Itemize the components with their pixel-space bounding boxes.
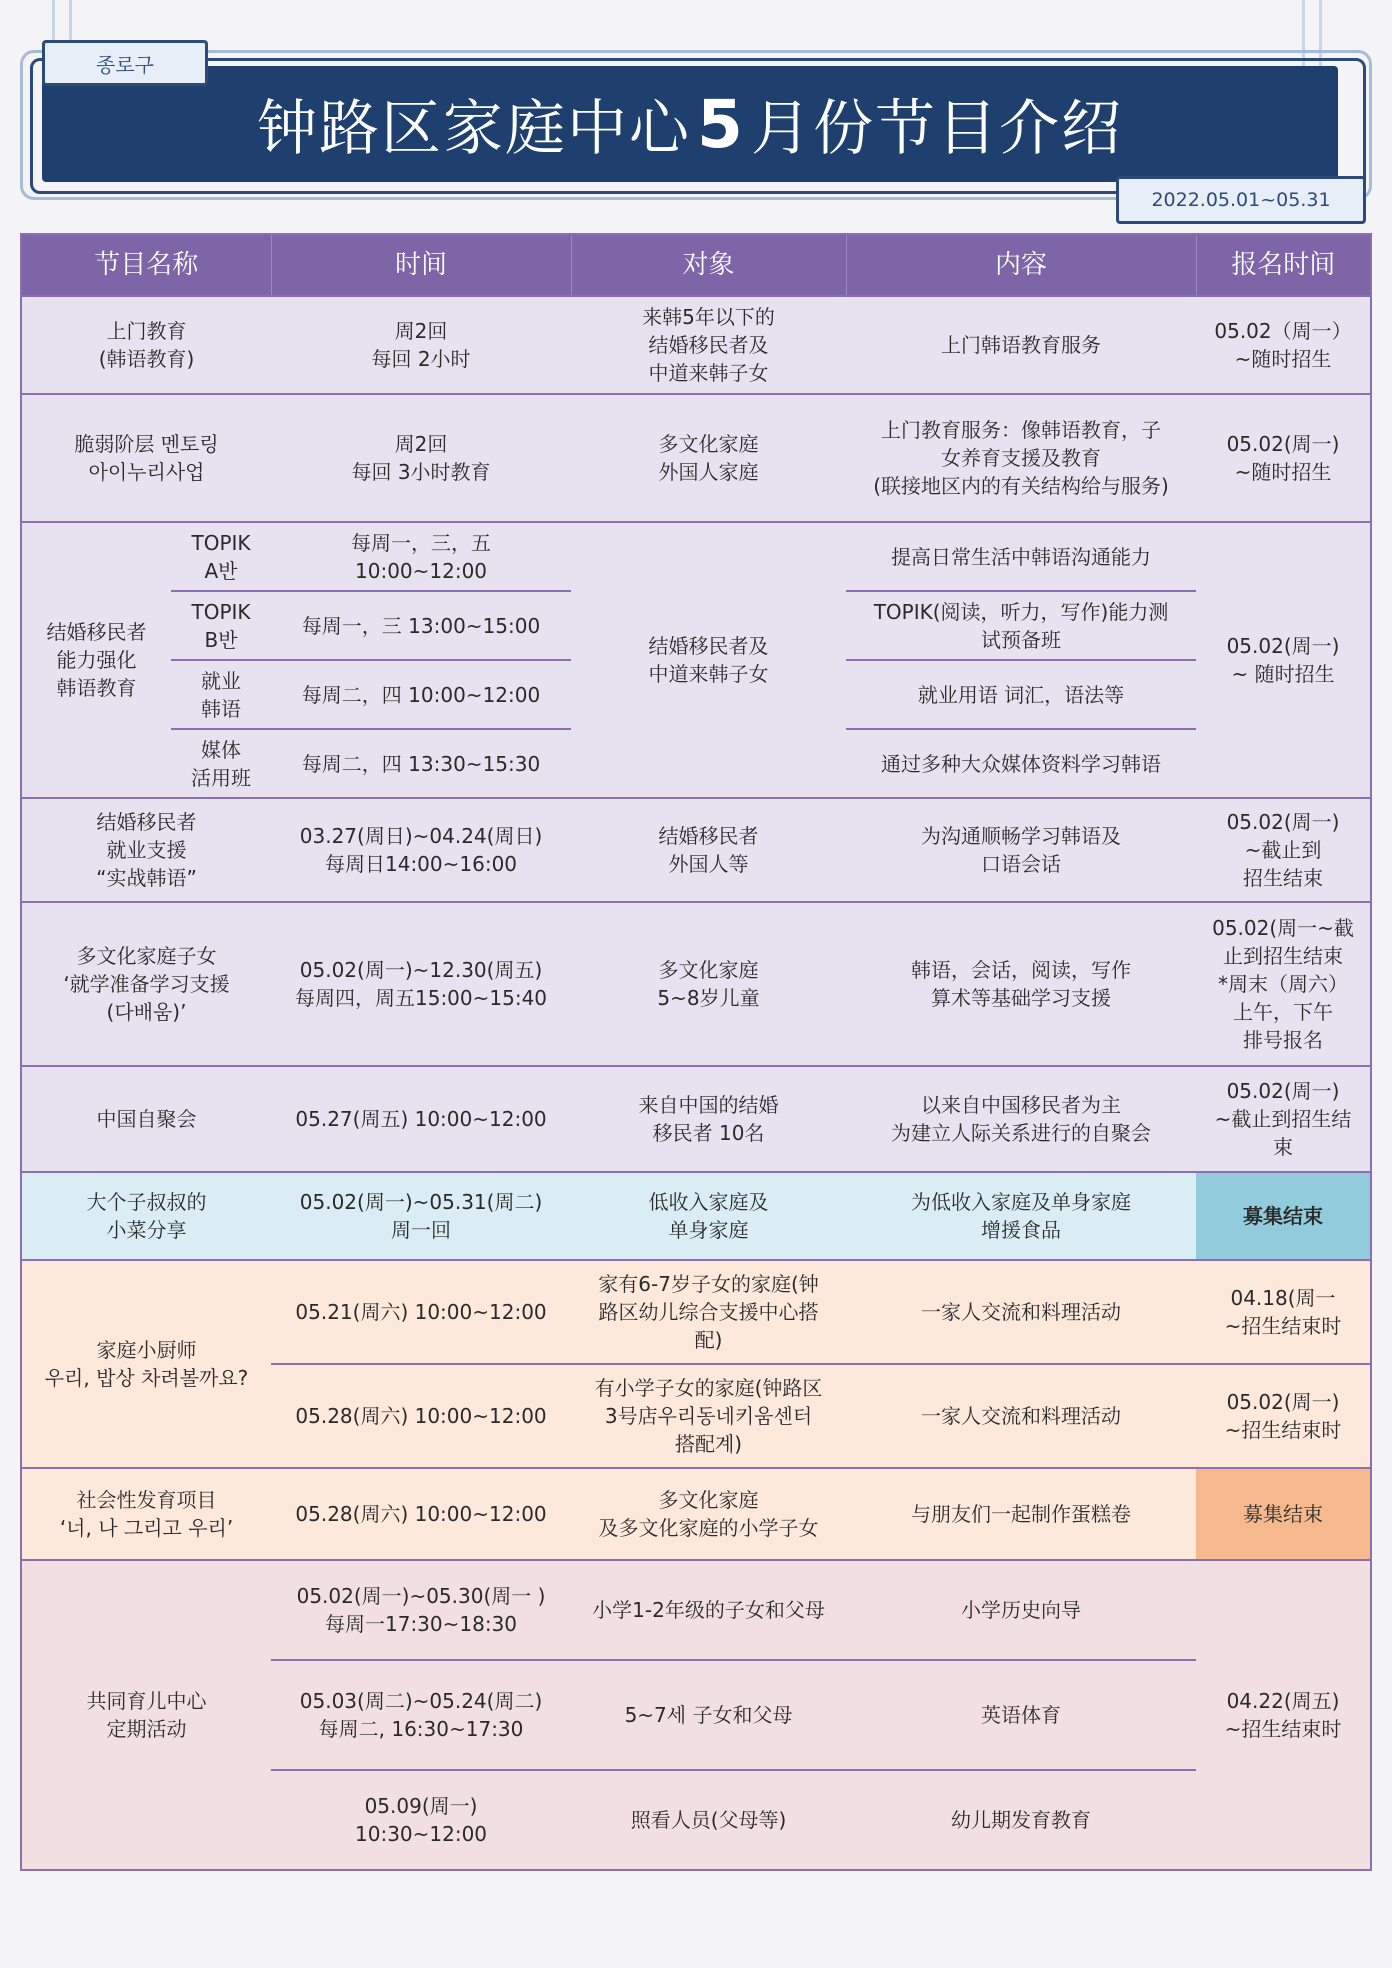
program-content: 一家人交流和料理活动 xyxy=(846,1364,1196,1468)
table-row xyxy=(21,522,1371,591)
header-time: 时间 xyxy=(271,234,571,296)
program-target: 小学1-2年级的子女和父母 xyxy=(571,1560,846,1660)
program-signup: 05.02（周一） ~随时招生 xyxy=(1196,296,1371,394)
program-signup: 05.02(周一~截 止到招生结束 *周末（周六） 上午，下午 排号报名 xyxy=(1196,902,1371,1066)
table-row xyxy=(21,902,1371,1066)
program-target: 来自中国的结婚 移民者 10名 xyxy=(571,1066,846,1172)
program-content: 以来自中国移民者为主 为建立人际关系进行的自聚会 xyxy=(846,1066,1196,1172)
program-time: 每周一，三，五 10:00~12:00 xyxy=(271,522,571,591)
header-content: 内容 xyxy=(846,234,1196,296)
program-signup: 05.02(周一) ~截止到招生结 束 xyxy=(1196,1066,1371,1172)
title-month-number: 5 xyxy=(697,85,745,163)
date-range-label: 2022.05.01~05.31 xyxy=(1151,189,1331,211)
program-content: 提高日常生活中韩语沟通能力 xyxy=(846,522,1196,591)
status-badge: 募集结束 xyxy=(1196,1468,1371,1560)
table-row xyxy=(21,394,1371,522)
program-name: 社会性发育项目 ‘너, 나 그리고 우리’ xyxy=(21,1468,271,1560)
program-time: 每周一，三 13:00~15:00 xyxy=(271,591,571,660)
program-target: 结婚移民者及 中道来韩子女 xyxy=(571,522,846,798)
program-target: 5~7세 子女和父母 xyxy=(571,1660,846,1770)
table-row xyxy=(21,1468,1371,1560)
program-target: 低收入家庭及 单身家庭 xyxy=(571,1172,846,1260)
program-content: 韩语，会话，阅读，写作 算术等基础学习支援 xyxy=(846,902,1196,1066)
program-target: 照看人员(父母等) xyxy=(571,1770,846,1870)
program-signup: 04.18(周一 ~招生结束时 xyxy=(1196,1260,1371,1364)
sub-class-label: TOPIK B반 xyxy=(171,591,271,660)
program-time: 05.09(周一) 10:30~12:00 xyxy=(271,1770,571,1870)
table-row xyxy=(21,1066,1371,1172)
program-name: 脆弱阶层 멘토링 아이누리사업 xyxy=(21,394,271,522)
status-badge: 募集结束 xyxy=(1196,1172,1371,1260)
program-target: 多文化家庭 及多文化家庭的小学子女 xyxy=(571,1468,846,1560)
title-text-2: 月份节目介绍 xyxy=(750,94,1123,164)
program-content: 小学历史向导 xyxy=(846,1560,1196,1660)
program-target: 多文化家庭 5~8岁儿童 xyxy=(571,902,846,1066)
program-time: 05.02(周一)~12.30(周五) 每周四，周五15:00~15:40 xyxy=(271,902,571,1066)
program-time: 05.21(周六) 10:00~12:00 xyxy=(271,1260,571,1364)
program-table xyxy=(20,233,1372,1871)
sub-class-label: 就业 韩语 xyxy=(171,660,271,729)
page-title xyxy=(42,66,1338,182)
program-time: 05.28(周六) 10:00~12:00 xyxy=(271,1468,571,1560)
program-content: 与朋友们一起制作蛋糕卷 xyxy=(846,1468,1196,1560)
header-signup: 报名时间 xyxy=(1196,234,1371,296)
title-text-1: 钟路区家庭中心 xyxy=(257,94,692,164)
program-name: 结婚移民者 就业支援 “实战韩语” xyxy=(21,798,271,902)
program-content: 上门教育服务：像韩语教育，子 女养育支援及教育 (联接地区内的有关结构给与服务) xyxy=(846,394,1196,522)
program-time: 05.28(周六) 10:00~12:00 xyxy=(271,1364,571,1468)
table-row xyxy=(21,296,1371,394)
program-name: 多文化家庭子女 ‘就学准备学习支援 (다배움)’ xyxy=(21,902,271,1066)
program-name: 中国自聚会 xyxy=(21,1066,271,1172)
program-name: 结婚移民者 能力强化 韩语教育 xyxy=(21,522,171,798)
sub-class-label: 媒体 活用班 xyxy=(171,729,271,798)
program-target: 多文化家庭 外国人家庭 xyxy=(571,394,846,522)
program-time: 05.02(周一)~05.30(周一 ) 每周一17:30~18:30 xyxy=(271,1560,571,1660)
program-signup: 05.02(周一) ~ 随时招生 xyxy=(1196,522,1371,798)
program-signup: 05.02(周一) ~截止到 招生结束 xyxy=(1196,798,1371,902)
header-target: 对象 xyxy=(571,234,846,296)
program-name: 大个子叔叔的 小菜分享 xyxy=(21,1172,271,1260)
program-signup: 05.02(周一) ~招生结束时 xyxy=(1196,1364,1371,1468)
header-program-name: 节目名称 xyxy=(21,234,271,296)
program-time: 03.27(周日)~04.24(周日) 每周日14:00~16:00 xyxy=(271,798,571,902)
program-name: 家庭小厨师 우리, 밥상 차려볼까요? xyxy=(21,1260,271,1468)
table-header-row xyxy=(21,234,1371,296)
sub-class-label: TOPIK A반 xyxy=(171,522,271,591)
program-time: 周2回 每回 2小时 xyxy=(271,296,571,394)
program-time: 周2回 每回 3小时教育 xyxy=(271,394,571,522)
program-signup: 04.22(周五) ~招生结束时 xyxy=(1196,1560,1371,1870)
program-content: 通过多种大众媒体资料学习韩语 xyxy=(846,729,1196,798)
table-row xyxy=(21,1260,1371,1364)
program-content: 一家人交流和料理活动 xyxy=(846,1260,1196,1364)
table-row xyxy=(21,1560,1371,1660)
program-content: 英语体育 xyxy=(846,1660,1196,1770)
table-row xyxy=(21,1172,1371,1260)
program-content: 为低收入家庭及单身家庭 增援食品 xyxy=(846,1172,1196,1260)
program-content: 就业用语 词汇，语法等 xyxy=(846,660,1196,729)
program-time: 05.02(周一)~05.31(周二) 周一回 xyxy=(271,1172,571,1260)
program-name: 上门教育 (韩语教育) xyxy=(21,296,271,394)
program-target: 有小学子女的家庭(钟路区 3号店우리동네키움센터 搭配계) xyxy=(571,1364,846,1468)
table-row xyxy=(21,798,1371,902)
district-tag xyxy=(42,40,208,86)
program-content: 上门韩语教育服务 xyxy=(846,296,1196,394)
program-time: 05.27(周五) 10:00~12:00 xyxy=(271,1066,571,1172)
program-signup: 05.02(周一) ~随时招生 xyxy=(1196,394,1371,522)
program-content: 为沟通顺畅学习韩语及 口语会话 xyxy=(846,798,1196,902)
program-content: 幼儿期发育教育 xyxy=(846,1770,1196,1870)
program-time: 每周二，四 13:30~15:30 xyxy=(271,729,571,798)
program-target: 来韩5年以下的 结婚移民者及 中道来韩子女 xyxy=(571,296,846,394)
district-tag-label: 종로구 xyxy=(96,52,154,77)
program-target: 家有6-7岁子女的家庭(钟 路区幼儿综合支援中心搭 配) xyxy=(571,1260,846,1364)
program-name: 共同育儿中心 定期活动 xyxy=(21,1560,271,1870)
program-content: TOPIK(阅读，听力，写作)能力测 试预备班 xyxy=(846,591,1196,660)
date-range-badge xyxy=(1116,176,1366,224)
program-time: 每周二，四 10:00~12:00 xyxy=(271,660,571,729)
program-target: 结婚移民者 外国人等 xyxy=(571,798,846,902)
program-time: 05.03(周二)~05.24(周二) 每周二, 16:30~17:30 xyxy=(271,1660,571,1770)
